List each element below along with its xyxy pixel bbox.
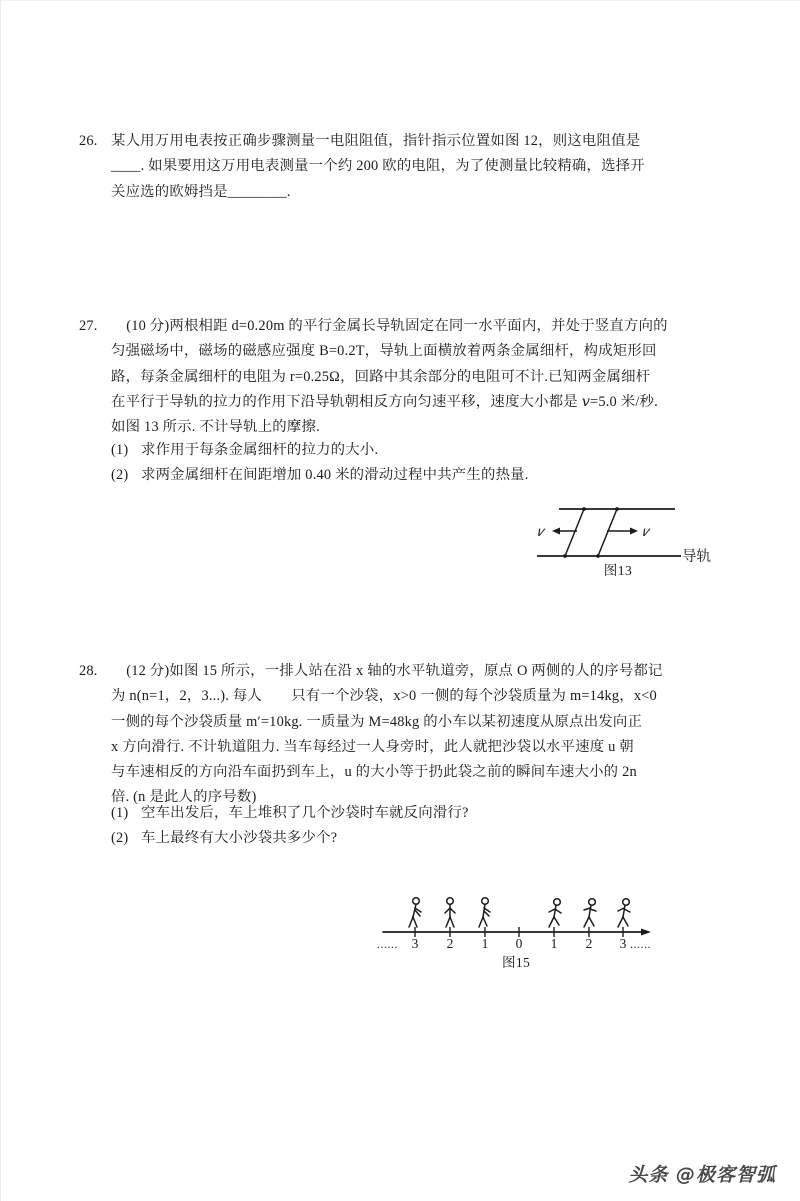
fig15-axis-arrowhead	[641, 929, 651, 936]
fig15-person-neg1	[479, 898, 490, 927]
fig13-arrow-right-head	[630, 528, 638, 535]
question-27	[79, 314, 699, 440]
fig15-person-neg2	[445, 898, 455, 927]
question-27-sub-1-text: 求作用于每条金属细杆的拉力的大小.	[141, 442, 379, 458]
question-27-line-5: 如图 13 所示. 不计导轨上的摩擦.	[111, 419, 320, 436]
fig15-label-pos3: 3	[619, 936, 627, 951]
fig15-label-pos2: 2	[585, 936, 593, 951]
figure-15-diagram	[371, 894, 661, 954]
fig15-label-neg2: 2	[446, 936, 454, 951]
figure-13-caption: 图13	[603, 563, 633, 578]
question-28-line-6: 倍. (n 是此人的序号数)	[111, 789, 257, 806]
question-28-line-5: 与车速相反的方向沿车面扔到车上，u 的大小等于扔此袋之前的瞬间车速大小的 2n	[111, 764, 637, 781]
question-27-line-4: 在平行于导轨的拉力的作用下沿导轨朝相反方向匀速平移，速度大小都是 𝑣=5.0 米/秒.	[111, 393, 658, 410]
question-26-line-2: ____. 如果要用这万用电表测量一个约 200 欧的电阻，为了使测量比较精确，选择开	[111, 158, 645, 175]
fig15-label-neg3: 3	[411, 936, 419, 951]
fig15-label-pos1: 1	[550, 936, 558, 951]
fig15-people-left	[409, 898, 490, 927]
fig15-left-ellipsis: ......	[377, 937, 398, 951]
fig13-velocity-left-label: 𝑣	[537, 525, 544, 540]
question-28-line-4: x 方向滑行. 不计轨道阻力. 当车每经过一人身旁时，此人就把沙袋以水平速度 u 朝	[111, 738, 634, 755]
question-28-sub-1-text: 空车出发后，车上堆积了几个沙袋时车就反向滑行?	[141, 805, 469, 821]
fig15-person-pos3	[618, 899, 630, 927]
question-27-sub-1	[79, 438, 699, 463]
question-27-line-3: 路，每条金属细杆的电阻为 r=0.25Ω，回路中其余部分的电阻可不计.已知两金属细杆	[111, 368, 651, 385]
fig13-bar-right	[598, 509, 617, 556]
question-27-sub-2-mark: (2)	[111, 467, 129, 484]
question-26	[79, 129, 699, 205]
question-28-subquestions	[79, 801, 699, 852]
fig13-rail-label: 导轨	[682, 549, 711, 565]
question-27-sub-2-text: 求两金属细杆在间距增加 0.40 米的滑动过程中共产生的热量.	[141, 467, 529, 484]
question-26-first-line	[79, 129, 699, 154]
question-28-sub-2-mark: (2)	[111, 830, 129, 847]
question-28-number: 28.	[79, 663, 98, 679]
fig15-label-neg1: 1	[481, 936, 489, 951]
question-27-sub-2	[79, 463, 699, 488]
question-27-line-1: (10 分)两根相距 d=0.20m 的平行金属长导轨固定在同一水平面内，并处于竖直方向的	[111, 318, 668, 334]
fig15-person-pos1	[549, 899, 561, 927]
question-28-line-2: 为 n(n=1，2，3...). 每人 只有一个沙袋，x>0 一侧的每个沙袋质量为 m=14kg，x<0	[111, 688, 657, 705]
question-28-sub-2-text: 车上最终有大小沙袋共多少个?	[141, 830, 338, 847]
question-28-line-1: (12 分)如图 15 所示，一排人站在沿 x 轴的水平轨道旁，原点 O 两侧的人的序号都记	[111, 663, 663, 679]
question-28	[79, 659, 699, 811]
figure-15-caption: 图15	[501, 955, 531, 970]
question-28-sub-2	[79, 826, 699, 851]
fig13-bar-right-top-node	[615, 507, 619, 511]
question-28-sub-1-mark: (1)	[111, 805, 129, 821]
fig15-person-pos2	[584, 899, 596, 927]
question-26-number: 26.	[79, 133, 98, 149]
question-27-number: 27.	[79, 318, 98, 334]
question-27-first-line	[79, 314, 699, 339]
question-26-line-3: 关应选的欧姆挡是________.	[111, 183, 291, 200]
question-27-subquestions	[79, 438, 699, 489]
fig15-label-zero: 0	[515, 936, 523, 951]
fig15-person-neg3	[409, 898, 421, 927]
fig13-bar-right-bottom-node	[596, 554, 600, 558]
watermark: 头条 @极客智弧	[628, 1164, 776, 1186]
fig13-bar-left-bottom-node	[563, 554, 567, 558]
question-28-sub-1	[79, 801, 699, 826]
fig13-velocity-right-label: 𝑣	[642, 525, 649, 540]
fig13-arrow-left-head	[552, 528, 560, 535]
fig15-right-ellipsis: ......	[630, 937, 651, 951]
question-28-first-line	[79, 659, 699, 684]
fig15-tick-labels	[412, 936, 627, 951]
figure-15	[371, 894, 661, 954]
question-26-line-1: 某人用万用电表按正确步骤测量一电阻阻值，指针指示位置如图 12，则这电阻值是	[111, 133, 641, 149]
fig15-people-right	[549, 899, 630, 927]
question-27-sub-1-mark: (1)	[111, 442, 129, 458]
fig13-bar-left	[565, 509, 584, 556]
question-27-line-2: 匀强磁场中，磁场的磁感应强度 B=0.2T，导轨上面横放着两条金属细杆，构成矩形回	[111, 343, 657, 360]
fig13-bar-left-top-node	[582, 507, 586, 511]
question-28-line-3: 一侧的每个沙袋质量 m′=10kg. 一质量为 M=48kg 的小车以某初速度从原点出发向正	[111, 713, 643, 730]
